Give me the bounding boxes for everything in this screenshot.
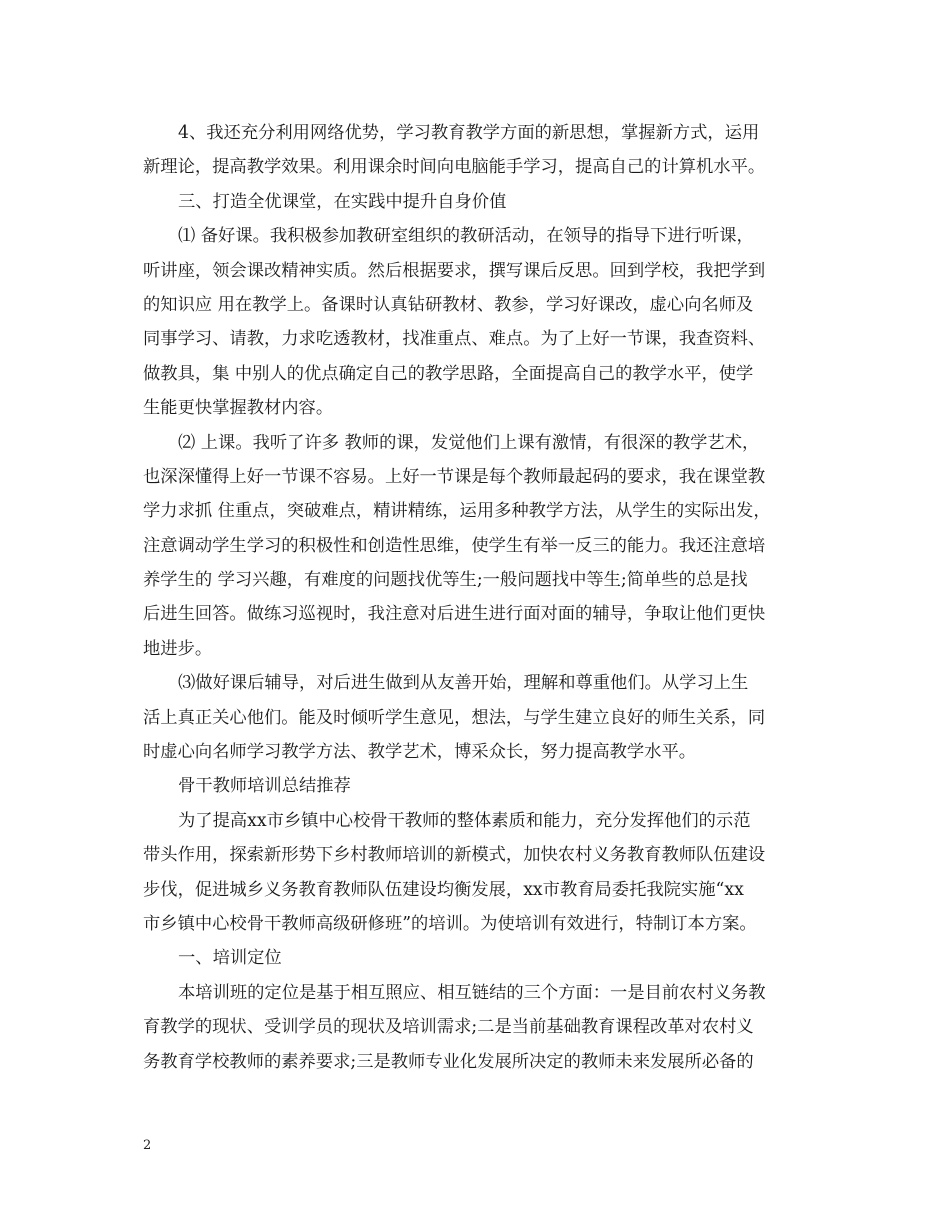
text-line: 养学生的 学习兴趣，有难度的问题找优等生;一般问题找中等生;简单些的总是找	[143, 570, 748, 591]
text-line: 三、打造全优课堂，在实践中提升自身价值	[178, 191, 507, 212]
text-line: 的知识应 用在教学上。备课时认真钻研教材、教参，学习好课改，虚心向名师及	[143, 294, 754, 315]
page-number: 2	[143, 1138, 152, 1153]
text-line: 本培训班的定位是基于相互照应、相互链结的三个方面：一是目前农村义务教	[178, 982, 766, 1003]
text-line: 育教学的现状、受训学员的现状及培训需求;二是当前基础教育课程改革对农村义	[143, 1017, 754, 1038]
text-line: 带头作用，探索新形势下乡村教师培训的新模式，加快农村义务教育教师队伍建设	[143, 845, 766, 866]
text-line: 生能更快掌握教材内容。	[143, 398, 334, 419]
text-line: 步伐，促进城乡义务教育教师队伍建设均衡发展，xx市教育局委托我院实施“xx	[143, 879, 744, 900]
text-line: 务教育学校教师的素养要求;三是教师专业化发展所决定的教师未来发展所必备的	[143, 1051, 754, 1072]
text-line: 4、我还充分利用网络优势，学习教育教学方面的新思想，掌握新方式，运用	[178, 123, 760, 143]
text-line: 学力求抓 住重点，突破难点，精讲精练，运用多种教学方法，从学生的实际出发，	[143, 501, 771, 522]
text-line: 也深深懂得上好一节课不容易。上好一节课是每个教师最起码的要求，我在课堂教	[143, 466, 766, 487]
text-line: 新理论，提高教学效果。利用课余时间向电脑能手学习，提高自己的计算机水平。	[143, 157, 766, 178]
text-line: 活上真正关心他们。能及时倾听学生意见，想法，与学生建立良好的师生关系，同	[143, 707, 766, 728]
text-line: 一、培训定位	[178, 948, 282, 969]
text-line: 为了提高xx市乡镇中心校骨干教师的整体素质和能力，充分发挥他们的示范	[178, 810, 751, 831]
text-line: 做教具，集 中别人的优点确定自己的教学思路，全面提高自己的教学水平，使学	[143, 363, 754, 384]
text-line: 注意调动学生学习的积极性和创造性思维，使学生有举一反三的能力。我还注意培	[143, 535, 766, 556]
text-line: ⑴ 备好课。我积极参加教研室组织的教研活动，在领导的指导下进行听课，	[178, 226, 754, 247]
text-line: 地进步。	[143, 638, 213, 659]
text-line: 时虚心向名师学习教学方法、教学艺术，博采众长，努力提高教学水平。	[143, 742, 697, 763]
document-body	[143, 116, 811, 1079]
text-line: 听讲座，领会课改精神实质。然后根据要求，撰写课后反思。回到学校，我把学到	[143, 260, 766, 281]
text-line: 后进生回答。做练习巡视时，我注意对后进生进行面对面的辅导，争取让他们更快	[143, 604, 766, 625]
text-line: ⑵ 上课。我听了许多 教师的课，发觉他们上课有激情，有很深的教学艺术，	[178, 432, 760, 453]
text-line: 骨干教师培训总结推荐	[178, 776, 351, 797]
text-line: 市乡镇中心校骨干教师高级研修班”的培训。为使培训有效进行，特制订本方案。	[143, 913, 757, 934]
text-line: ⑶做好课后辅导，对后进生做到从友善开始，理解和尊重他们。从学习上生	[178, 673, 749, 694]
text-line: 同事学习、请教，力求吃透教材，找准重点、难点。为了上好一节课，我查资料、	[143, 329, 766, 350]
